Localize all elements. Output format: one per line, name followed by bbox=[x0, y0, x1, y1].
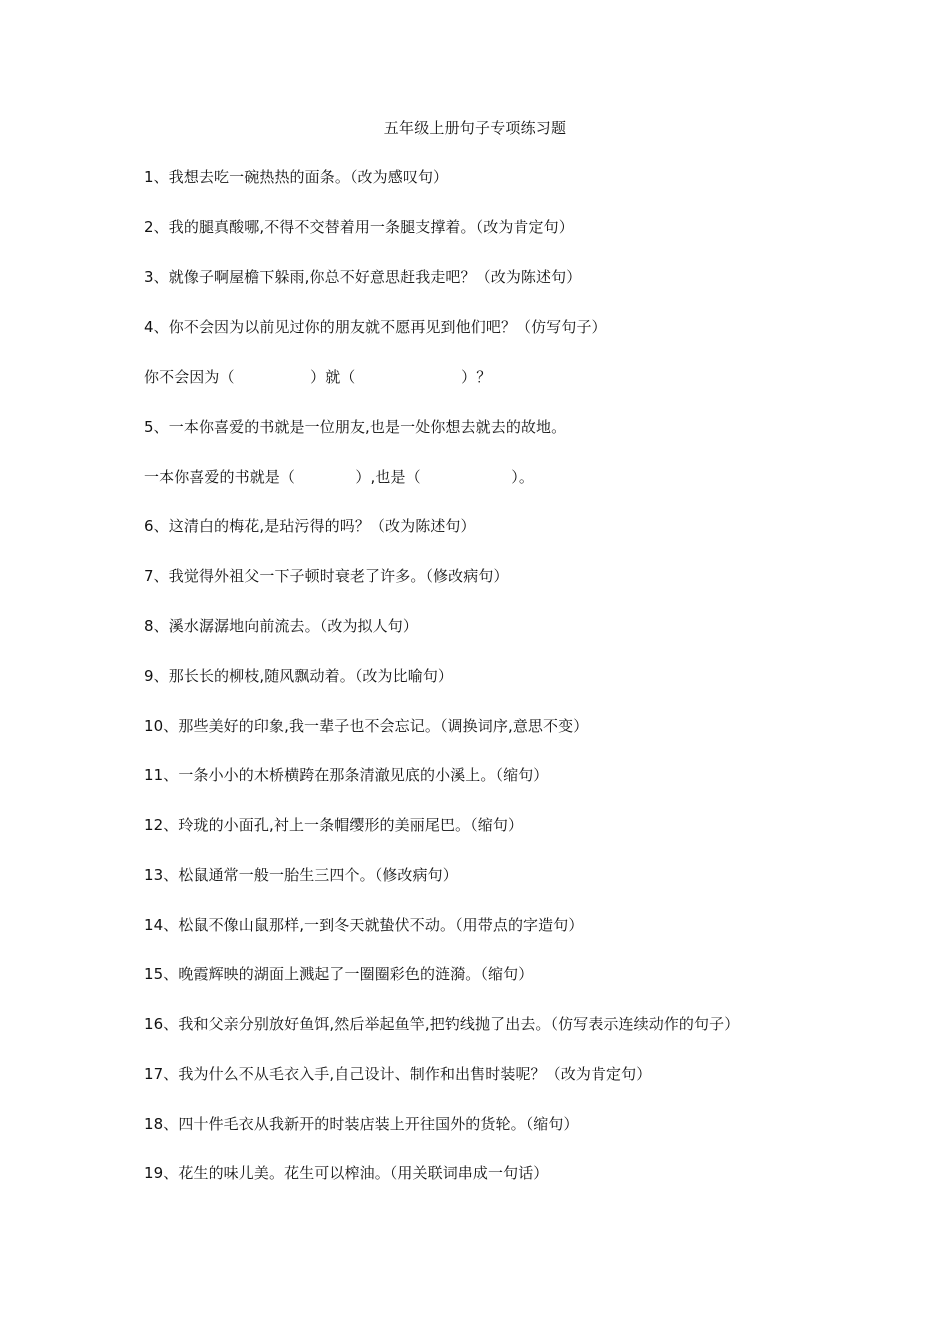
question-5: 5、一本你喜爱的书就是一位朋友,也是一处你想去就去的故地。 bbox=[144, 418, 567, 436]
question-4: 4、你不会因为以前见过你的朋友就不愿再见到他们吧？（仿写句子） bbox=[144, 318, 607, 336]
question-15: 15、晚霞辉映的湖面上溅起了一圈圈彩色的涟漪。（缩句） bbox=[144, 965, 534, 983]
question-19: 19、花生的味儿美。花生可以榨油。（用关联词串成一句话） bbox=[144, 1164, 549, 1182]
document-title: 五年级上册句子专项练习题 bbox=[383, 119, 567, 137]
question-3: 3、就像子啊屋檐下躲雨,你总不好意思赶我走吧？（改为陈述句） bbox=[144, 268, 582, 286]
question-16: 16、我和父亲分别放好鱼饵,然后举起鱼竿,把钓线抛了出去。（仿写表示连续动作的句子） bbox=[144, 1015, 740, 1033]
question-4-template: 你不会因为（ ）就（ ）？ bbox=[144, 368, 492, 386]
question-2: 2、我的腿真酸哪,不得不交替着用一条腿支撑着。（改为肯定句） bbox=[144, 218, 574, 236]
question-7: 7、我觉得外祖父一下子顿时衰老了许多。（修改病句） bbox=[144, 567, 509, 585]
question-18: 18、四十件毛衣从我新开的时装店装上开往国外的货轮。（缩句） bbox=[144, 1115, 579, 1133]
question-1: 1、我想去吃一碗热热的面条。（改为感叹句） bbox=[144, 168, 449, 186]
question-12: 12、玲珑的小面孔,衬上一条帽缨形的美丽尾巴。（缩句） bbox=[144, 816, 524, 834]
question-6: 6、这清白的梅花,是玷污得的吗？（改为陈述句） bbox=[144, 517, 476, 535]
question-17: 17、我为什么不从毛衣入手,自己设计、制作和出售时装呢？（改为肯定句） bbox=[144, 1065, 652, 1083]
question-14: 14、松鼠不像山鼠那样,一到冬天就蛰伏不动。（用带点的字造句） bbox=[144, 916, 584, 934]
question-13: 13、松鼠通常一般一胎生三四个。（修改病句） bbox=[144, 866, 458, 884]
question-10: 10、那些美好的印象,我一辈子也不会忘记。（调换词序,意思不变） bbox=[144, 717, 589, 735]
question-8: 8、溪水潺潺地向前流去。（改为拟人句） bbox=[144, 617, 418, 635]
question-11: 11、一条小小的木桥横跨在那条清澈见底的小溪上。（缩句） bbox=[144, 766, 549, 784]
question-5-template: 一本你喜爱的书就是（ ）,也是（ ）。 bbox=[144, 468, 534, 486]
question-9: 9、那长长的柳枝,随风飘动着。（改为比喻句） bbox=[144, 667, 454, 685]
